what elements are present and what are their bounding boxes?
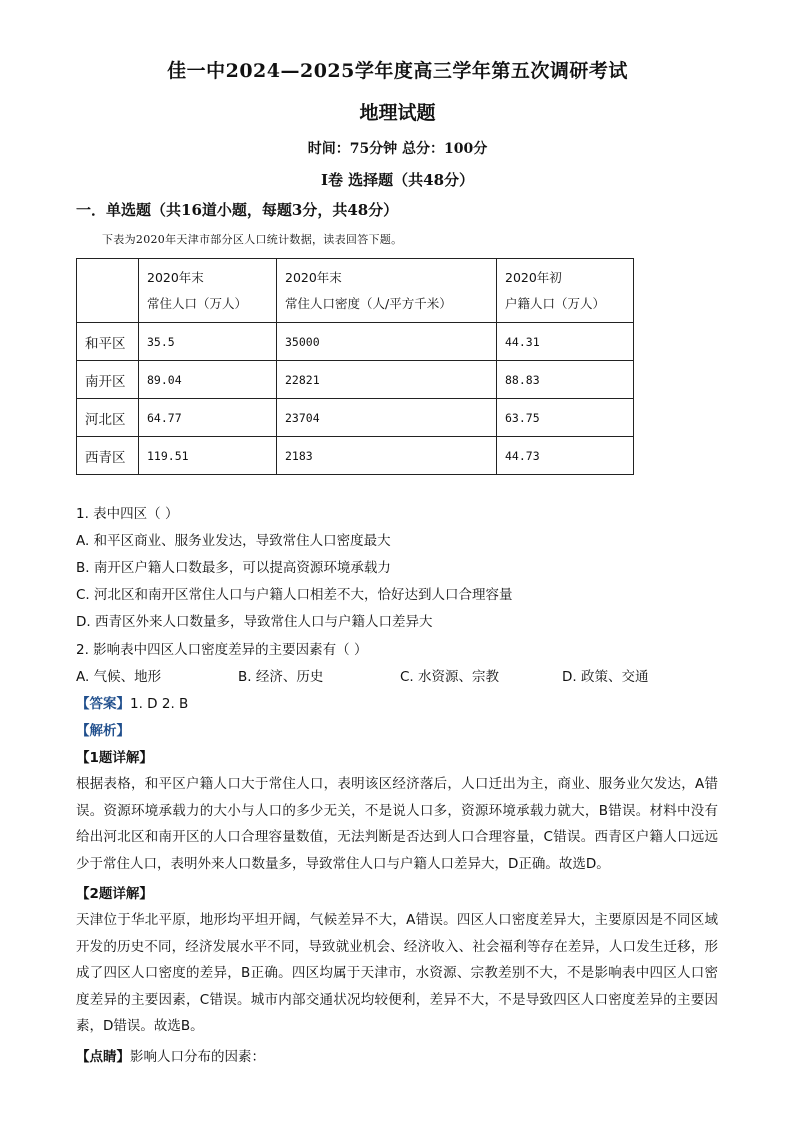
question-2-option-d: D. 政策、交通 — [562, 669, 649, 685]
answer-label: 【答案】 — [76, 696, 130, 712]
district-name: 和平区 — [77, 323, 139, 361]
question-1-option-d: D. 西青区外来人口数量多，导致常住人口与户籍人口差异大 — [76, 614, 433, 630]
header-line: 2020年初 — [505, 269, 562, 285]
tip-line — [76, 1045, 265, 1065]
detail-2-text: 天津位于华北平原，地形均平坦开阔，气候差异不大，A错误。四区人口密度差异大，主要原因是不同区域开发的历史不同，经济发展水平不同，导致就业机会、经济收入、社会福利等存在差异，人口发生迁移，形成了四区人口密度的差异，B正确。四区均属于天津市，水资源、宗教差别不大，不是影响表中四区人口密度差异的主要因素，C错误。城市内部交通状况均较便利，差异不大，不是导致四区人口密度差异的主要因素，D错误。故选B。 — [76, 912, 718, 1034]
header-line: 常住人口密度（人/平方千米） — [285, 295, 452, 311]
answer-line — [76, 692, 188, 712]
tip-label: 【点睛】 — [76, 1049, 130, 1065]
tip-text: 影响人口分布的因素： — [130, 1049, 265, 1065]
population-density: 23704 — [277, 399, 497, 437]
resident-population: 64.77 — [139, 399, 277, 437]
answer-value: 1. D 2. B — [130, 696, 189, 712]
resident-population: 35.5 — [139, 323, 277, 361]
question-1-stem: 1. 表中四区（ ） — [76, 506, 179, 522]
subject-title: 地理试题 — [359, 102, 436, 124]
header-line: 户籍人口（万人） — [505, 295, 606, 311]
population-density: 2183 — [277, 437, 497, 475]
population-table — [76, 258, 634, 475]
question-1-option-a: A. 和平区商业、服务业发达，导致常住人口密度最大 — [76, 533, 391, 549]
detail-2-label: 【2题详解】 — [76, 886, 153, 902]
analysis-label: 【解析】 — [76, 723, 130, 739]
question-2-option-b: B. 经济、历史 — [238, 669, 324, 685]
population-density: 35000 — [277, 323, 497, 361]
district-name: 河北区 — [77, 399, 139, 437]
section-heading: 一．单选题（共16道小题，每题3分，共48分） — [76, 201, 399, 219]
registered-population: 63.75 — [497, 399, 634, 437]
time-info: 时间：75分钟 总分：100分 — [307, 141, 488, 157]
header-line: 2020年末 — [285, 269, 342, 285]
detail-1-label: 【1题详解】 — [76, 750, 153, 766]
table-row — [77, 361, 634, 399]
resident-population: 89.04 — [139, 361, 277, 399]
district-name: 南开区 — [77, 361, 139, 399]
header-line: 常住人口（万人） — [147, 295, 248, 311]
question-2-option-a: A. 气候、地形 — [76, 669, 162, 685]
table-row — [77, 323, 634, 361]
detail-1-text: 根据表格，和平区户籍人口大于常住人口，表明该区经济落后，人口迁出为主，商业、服务业欠发达，A错误。资源环境承载力的大小与人口的多少无关，不是说人口多，资源环境承载力就大，B错误。材料中没有给出河北区和南开区的人口合理容量数值，无法判断是否达到人口合理容量，C错误。西青区户籍人口远远少于常住人口，表明外来人口数量多，导致常住人口与户籍人口差异大，D正确。故选D。 — [76, 776, 718, 872]
resident-population: 119.51 — [139, 437, 277, 475]
question-1-option-b: B. 南开区户籍人口数最多，可以提高资源环境承载力 — [76, 560, 391, 576]
table-header-cell — [277, 259, 497, 323]
registered-population: 88.83 — [497, 361, 634, 399]
registered-population: 44.73 — [497, 437, 634, 475]
part-heading: Ⅰ卷 选择题（共48分） — [320, 171, 475, 189]
question-1-option-c: C. 河北区和南开区常住人口与户籍人口相差不大，恰好达到人口合理容量 — [76, 587, 513, 603]
population-density: 22821 — [277, 361, 497, 399]
registered-population: 44.31 — [497, 323, 634, 361]
exam-title: 佳一中2024—2025学年度高三学年第五次调研考试 — [167, 60, 628, 82]
table-header-row — [77, 259, 634, 323]
table-corner-cell — [77, 259, 139, 323]
table-intro: 下表为2020年天津市部分区人口统计数据，读表回答下题。 — [102, 233, 403, 246]
header-line: 2020年末 — [147, 269, 204, 285]
table-row — [77, 437, 634, 475]
question-2-option-c: C. 水资源、宗教 — [400, 669, 500, 685]
table-header-cell — [497, 259, 634, 323]
table-row — [77, 399, 634, 437]
question-2-stem: 2. 影响表中四区人口密度差异的主要因素有（ ） — [76, 642, 368, 658]
district-name: 西青区 — [77, 437, 139, 475]
table-header-cell — [139, 259, 277, 323]
